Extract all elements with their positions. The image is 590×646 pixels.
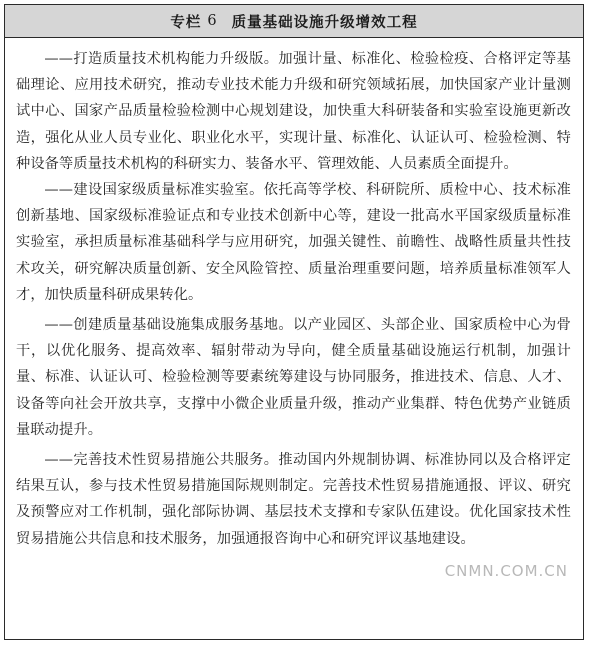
column-label: 专栏 xyxy=(170,14,202,31)
paragraph-national-laboratory: ——建设国家级质量标准实验室。依托高等学校、科研院所、质检中心、技术标准创新基地、国家级标准验证点和专业技术创新中心等，建设一批高水平国家级质量标准实验室，承担质量标准基础科学与应用研究，加强关键性、前瞻性、战略性质量共性技术攻关，研究解决质量创新、安全风险管控、质量治理重要问题，培养质量标准领军人才，加快质量科研成果转化。 xyxy=(16,182,571,303)
column-header xyxy=(5,5,583,38)
column-body xyxy=(5,38,583,552)
paragraph-service-base: ——创建质量基础设施集成服务基地。以产业园区、头部企业、国家质检中心为骨干，以优化服务、提高效率、辐射带动为导向，健全质量基础设施运行机制，加强计量、标准、认证认可、检验检测等要素统筹建设与协同服务，推进技术、信息、人才、设备等向社会开放共享，支撑中小微企业质量升级，推动产业集群、特色优势产业链质量联动提升。 xyxy=(16,317,571,438)
site-watermark: CNMN.COM.CN xyxy=(444,562,568,580)
paragraph-trade-measures: ——完善技术性贸易措施公共服务。推动国内外规制协调、标准协同以及合格评定结果互认，参与技术性贸易措施国际规则制定。完善技术性贸易措施通报、评议、研究及预警应对工作机制，强化部际协调、基层技术支撑和专家队伍建设。优化国家技术性贸易措施公共信息和技术服务，加强通报咨询中心和研究评议基地建设。 xyxy=(16,452,571,547)
column-number: 6 xyxy=(207,13,218,29)
column-box xyxy=(4,4,584,640)
column-title: 质量基础设施升级增效工程 xyxy=(231,14,418,31)
paragraph-quality-institutions: ——打造质量技术机构能力升级版。加强计量、标准化、检验检疫、合格评定等基础理论、应用技术研究，推动专业技术能力升级和研究领域拓展，加快国家产业计量测试中心、国家产品质量检验检测中心规划建设，加快重大科研装备和实验室设施更新改造，强化从业人员专业化、职业化水平，实现计量、标准化、认证认可、检验检测、特种设备等质量技术机构的科研实力、装备水平、管理效能、人员素质全面提升。 xyxy=(16,51,571,172)
